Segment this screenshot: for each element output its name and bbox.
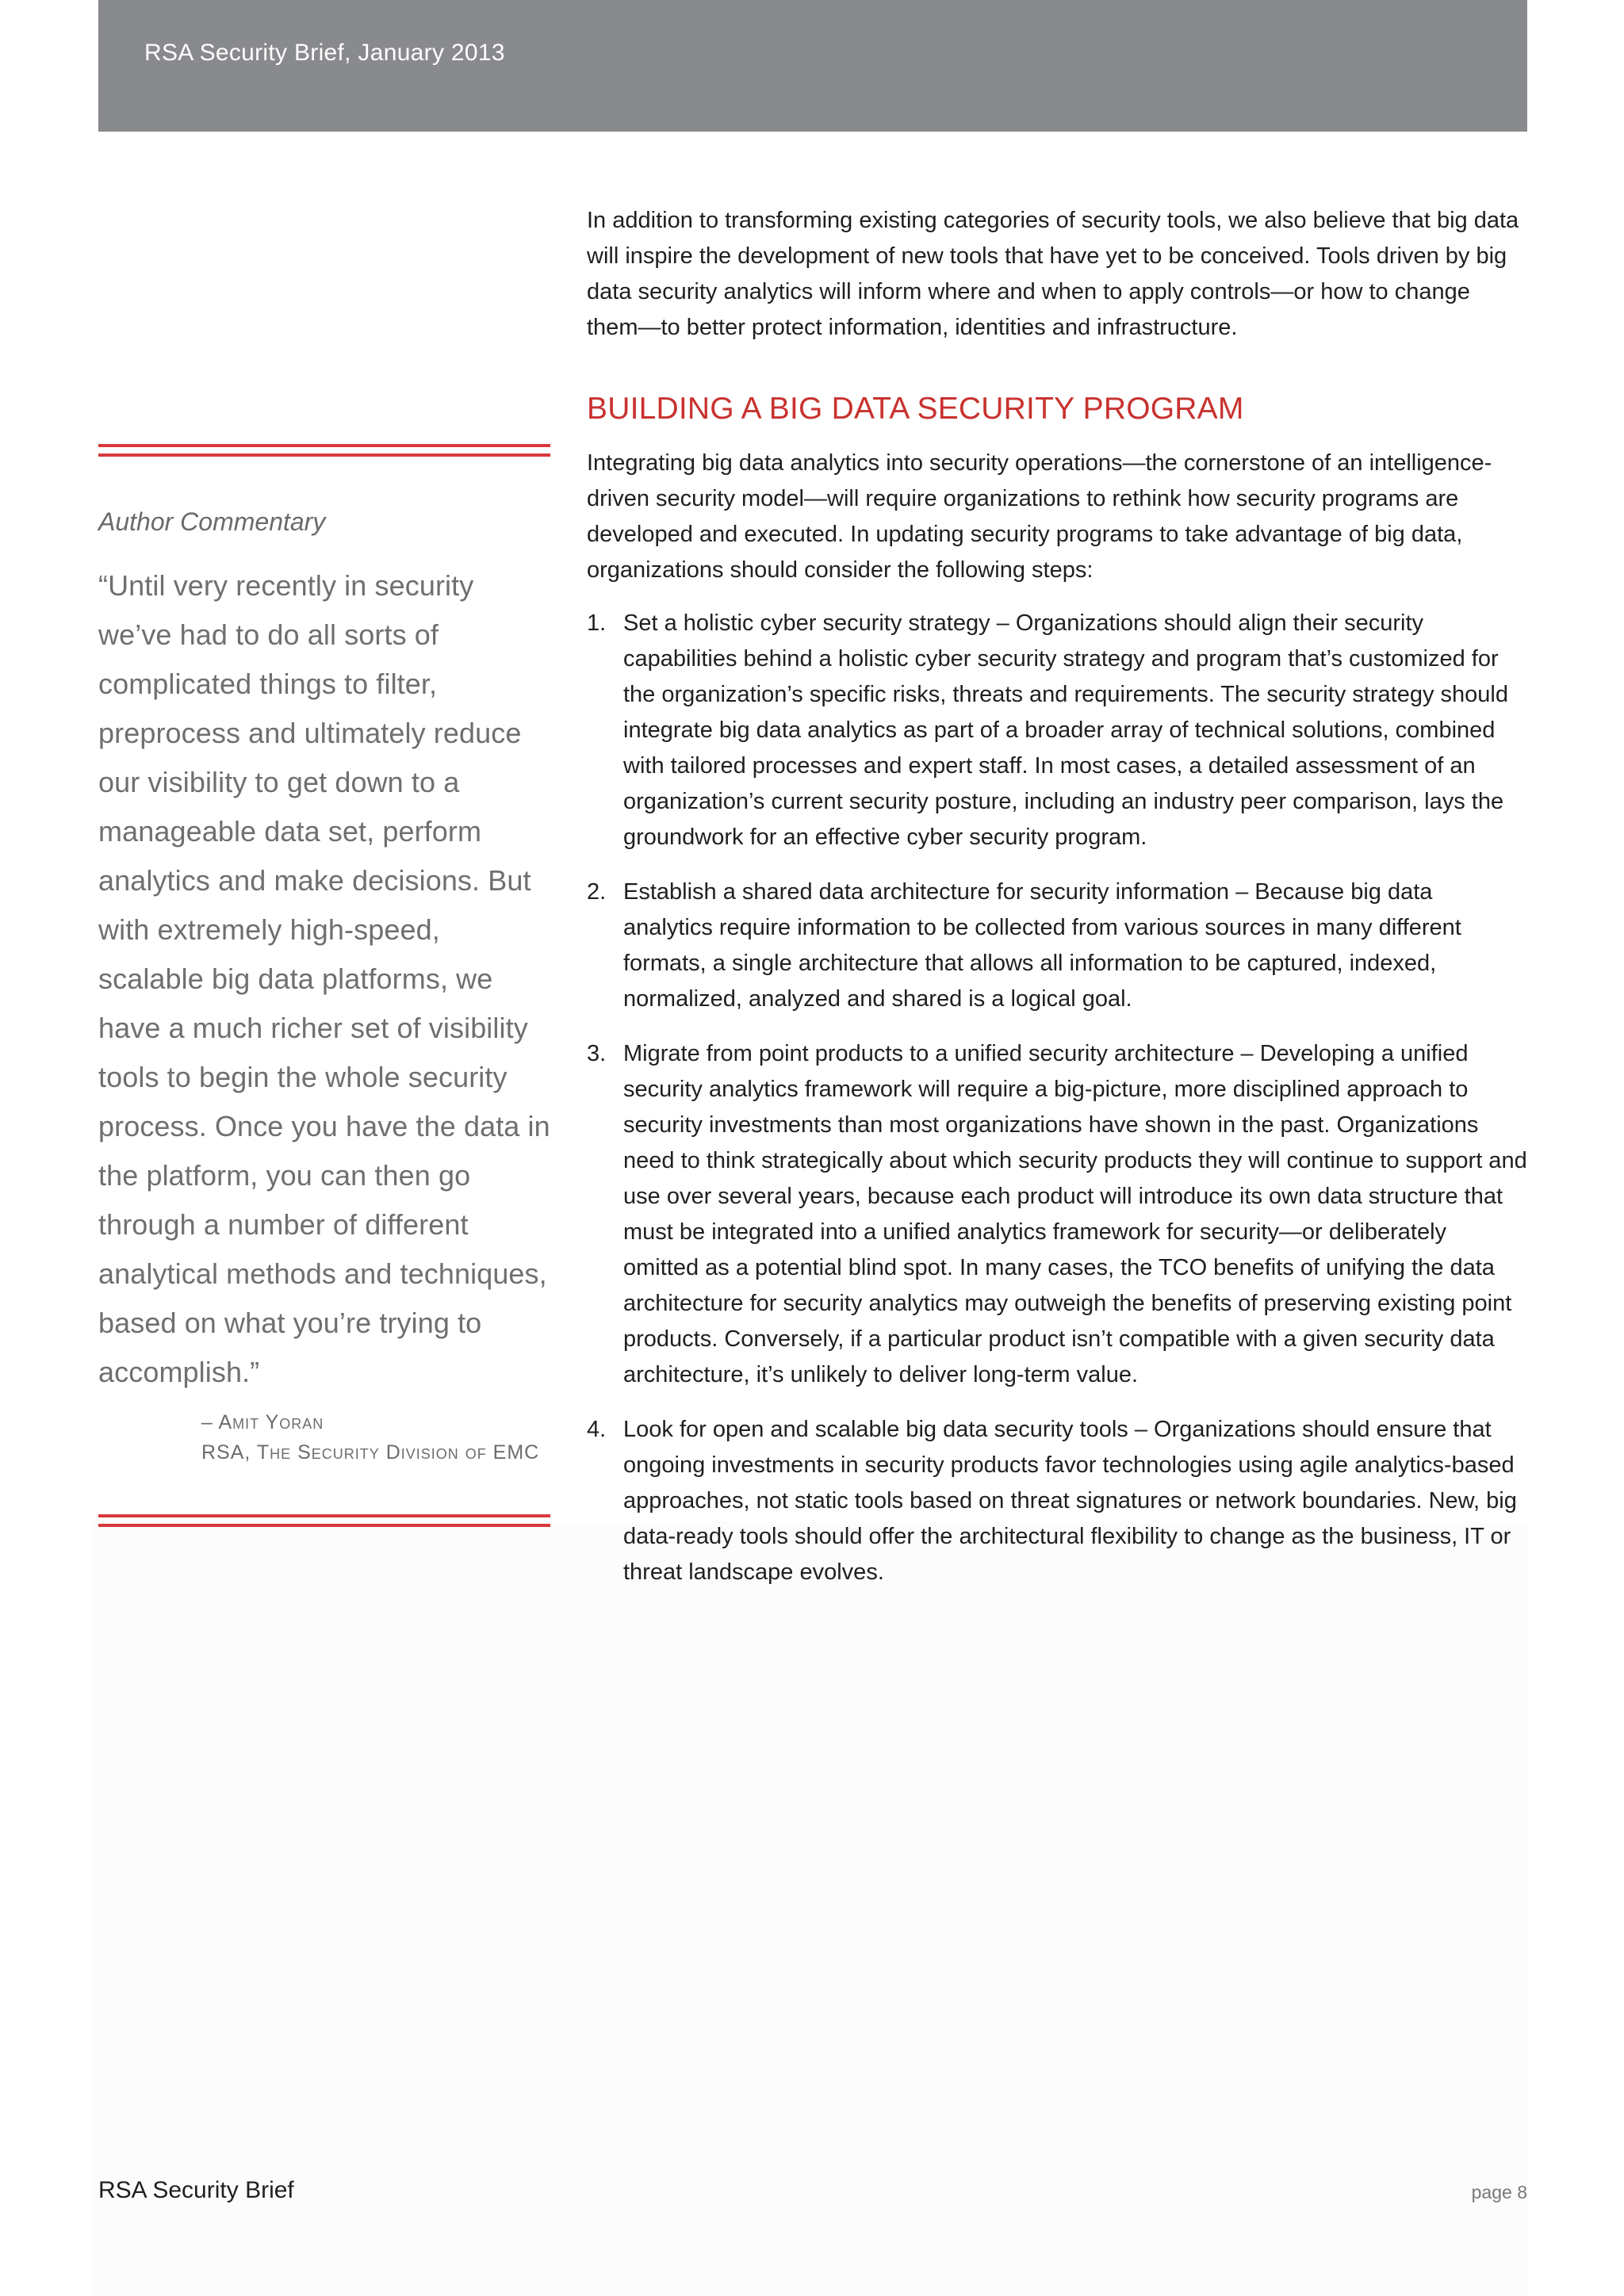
sidebar-bottom-divider: [98, 1514, 550, 1527]
header-bar: [98, 0, 1527, 132]
quote-organization: RSA, The Security Division of EMC: [201, 1441, 540, 1464]
step-text: Set a holistic cyber security strategy – Organizations should align their security capabilities behind a holistic cyber security strategy and program that’s customized for the organization’s specific risks, threats and requirements. The security strategy should integrate big data analytics as part of a broader array of technical solutions, combined with tailored processes and expert staff. In most cases, a detailed assessment of an organization’s current security posture, including an industry peer comparison, lays the groundwork for an effective cyber security program.: [623, 610, 1508, 850]
steps-list: [587, 606, 1527, 1609]
commentary-quote: “Until very recently in security we’ve had to do all sorts of complicated things to filter, preprocess and ultimately reduce our visibility to get down to a manageable data set, perform analytics and make decisions. But with extremely high-speed, scalable big data platforms, we have a much richer set of visibility tools to begin the whole security process. Once you have the data in the platform, you can then go through a number of different analytical methods and techniques, based on what you’re trying to accomplish.”: [98, 569, 550, 1388]
step-number: 4.: [587, 1417, 607, 1442]
author-commentary-sidebar: [98, 444, 550, 1464]
step-item: [587, 606, 1527, 855]
step-text: Establish a shared data architecture for security information – Because big data analytics require information to be collected from various sources in many different formats, a single architecture that allows all information to be captured, indexed, normalized, analyzed and shared is a logical goal.: [623, 879, 1461, 1012]
step-number: 2.: [587, 879, 607, 905]
step-item: [587, 1412, 1527, 1590]
step-text: Look for open and scalable big data security tools – Organizations should ensure that ongoing investments in security products favor technologies using agile analytics-based approaches, not static tools based on threat signatures or network boundaries. New, big data-ready tools should offer the architectural flexibility to change as the business, IT or threat landscape evolves.: [623, 1417, 1517, 1585]
commentary-label: Author Commentary: [98, 507, 326, 536]
step-number: 1.: [587, 610, 607, 636]
header-title: RSA Security Brief, January 2013: [144, 40, 505, 66]
step-item: [587, 874, 1527, 1017]
section-intro-paragraph: Integrating big data analytics into security operations—the cornerstone of an intelligence-driven security model—will require organizations to rethink how security programs are developed and executed. In updating security programs to take advantage of big data, organizations should consider the following steps:: [587, 450, 1492, 583]
footer-publication: RSA Security Brief: [98, 2177, 294, 2203]
step-number: 3.: [587, 1041, 607, 1066]
footer-page-number: page 8: [1471, 2182, 1527, 2202]
step-item: [587, 1036, 1527, 1393]
section-heading: BUILDING A BIG DATA SECURITY PROGRAM: [587, 392, 1244, 426]
intro-paragraph: In addition to transforming existing categories of security tools, we also believe that big data will inspire the development of new tools that have yet to be conceived. Tools driven by big data security analytics will inform where and when to apply controls—or how to change them—to better protect information, identities and infrastructure.: [587, 208, 1519, 340]
page-lower-shade: [92, 1522, 1527, 2296]
step-text: Migrate from point products to a unified security architecture – Developing a unified security analytics framework will require a big-picture, more disciplined approach to security investments than most organizations have shown in the past. Organizations need to think strategically about which security products they will continue to support and use over several years, because each product will introduce its own data structure that must be integrated into a unified analytics framework for security—or deliberately omitted as a potential blind spot. In many cases, the TCO benefits of unifying the data architecture for security analytics may outweigh the benefits of preserving existing point products. Conversely, if a particular product isn’t compatible with a given security data architecture, it’s unlikely to deliver long-term value.: [623, 1041, 1527, 1387]
sidebar-top-divider: [98, 444, 550, 457]
quote-author: – Amit Yoran: [201, 1411, 324, 1433]
